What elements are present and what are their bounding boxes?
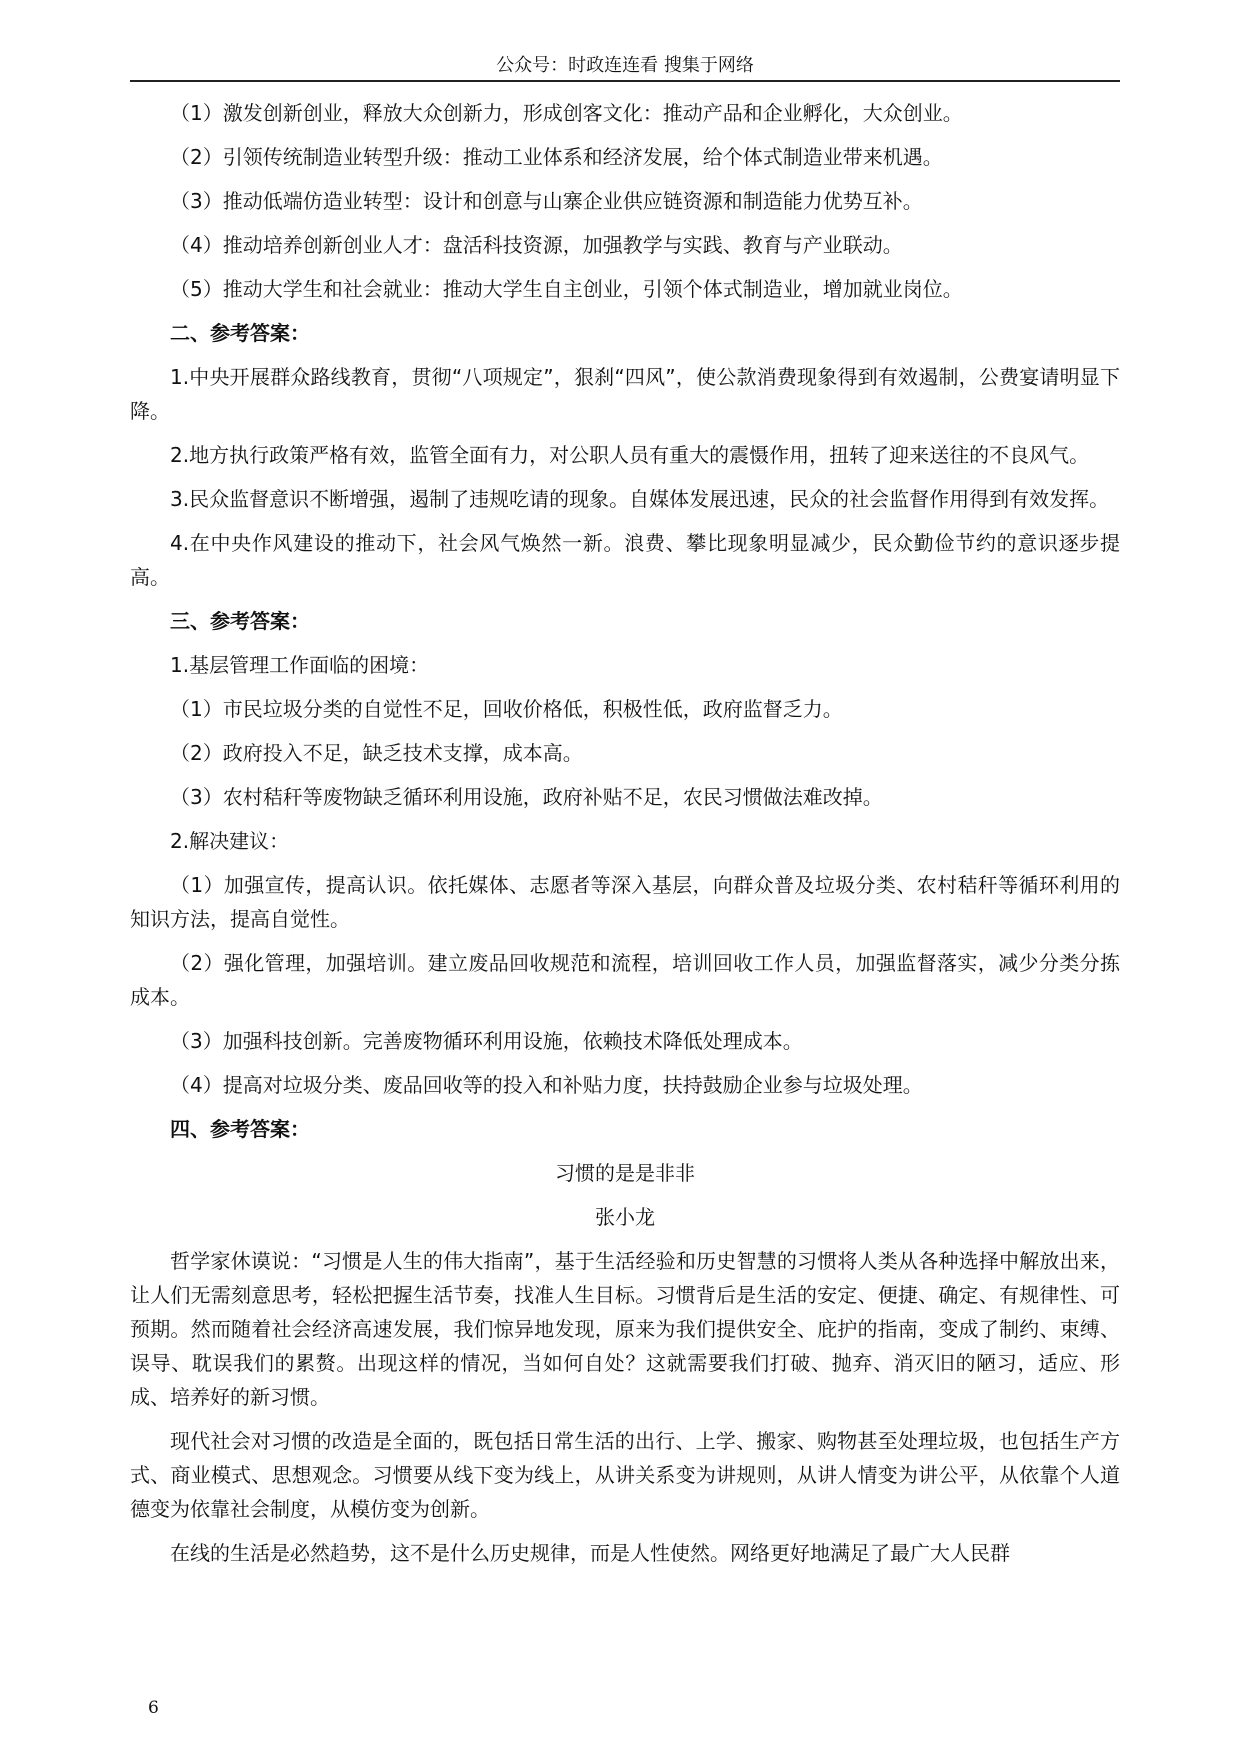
paragraph: （2）引领传统制造业转型升级：推动工业体系和经济发展，给个体式制造业带来机遇。	[170, 145, 943, 169]
paragraph: 4.在中央作风建设的推动下，社会风气焕然一新。浪费、攀比现象明显减少，民众勤俭节约的意识逐步提高。	[130, 531, 1120, 589]
paragraph: （2）强化管理，加强培训。建立废品回收规范和流程，培训回收工作人员，加强监督落实，减少分类分拣成本。	[130, 951, 1120, 1009]
paragraph: （3）加强科技创新。完善废物循环利用设施，依赖技术降低处理成本。	[170, 1029, 803, 1053]
paragraph: （3）推动低端仿造业转型：设计和创意与山寨企业供应链资源和制造能力优势互补。	[170, 189, 923, 213]
paragraph: 1.中央开展群众路线教育，贯彻“八项规定”，狠刹“四风”，使公款消费现象得到有效遏制，公费宴请明显下降。	[130, 365, 1120, 423]
paragraph: 在线的生活是必然趋势，这不是什么历史规律，而是人性使然。网络更好地满足了最广大人民群	[170, 1541, 1010, 1565]
paragraph: （1）市民垃圾分类的自觉性不足，回收价格低，积极性低，政府监督乏力。	[170, 697, 843, 721]
section-heading: 二、参考答案：	[170, 321, 310, 345]
essay-title-line: 张小龙	[595, 1205, 655, 1229]
paragraph: （3）农村秸秆等废物缺乏循环利用设施，政府补贴不足，农民习惯做法难改掉。	[170, 785, 883, 809]
section-heading: 四、参考答案：	[170, 1117, 310, 1141]
paragraph: （5）推动大学生和社会就业：推动大学生自主创业，引领个体式制造业，增加就业岗位。	[170, 277, 963, 301]
essay-title-line: 习惯的是是非非	[555, 1161, 695, 1185]
paragraph: （1）加强宣传，提高认识。依托媒体、志愿者等深入基层，向群众普及垃圾分类、农村秸秆等循环利用的知识方法，提高自觉性。	[130, 873, 1120, 931]
paragraph: 哲学家休谟说：“习惯是人生的伟大指南”，基于生活经验和历史智慧的习惯将人类从各种选择中解放出来，让人们无需刻意思考，轻松把握生活节奏，找准人生目标。习惯背后是生活的安定、便捷、确定、有规律性、可预期。然而随着社会经济高速发展，我们惊异地发现，原来为我们提供安全、庇护的指南，变成了制约、束缚、误导、耽误我们的累赘。出现这样的情况，当如何自处？这就需要我们打破、抛弃、消灭旧的陋习，适应、形成、培养好的新习惯。	[130, 1249, 1120, 1409]
paragraph: 2.地方执行政策严格有效，监管全面有力，对公职人员有重大的震慑作用，扭转了迎来送往的不良风气。	[170, 443, 1090, 467]
paragraph: （4）推动培养创新创业人才：盘活科技资源，加强教学与实践、教育与产业联动。	[170, 233, 903, 257]
page-number: 6	[148, 1698, 159, 1718]
page-header: 公众号：时政连连看 搜集于网络	[496, 55, 754, 76]
paragraph: （4）提高对垃圾分类、废品回收等的投入和补贴力度，扶持鼓励企业参与垃圾处理。	[170, 1073, 923, 1097]
section-heading: 三、参考答案：	[170, 609, 310, 633]
paragraph: （1）激发创新创业，释放大众创新力，形成创客文化：推动产品和企业孵化，大众创业。	[170, 101, 963, 125]
paragraph: 1.基层管理工作面临的困境：	[170, 653, 430, 677]
paragraph: 现代社会对习惯的改造是全面的，既包括日常生活的出行、上学、搬家、购物甚至处理垃圾，也包括生产方式、商业模式、思想观念。习惯要从线下变为线上，从讲关系变为讲规则，从讲人情变为讲公平，从依靠个人道德变为依靠社会制度，从模仿变为创新。	[130, 1429, 1120, 1521]
paragraph: （2）政府投入不足，缺乏技术支撑，成本高。	[170, 741, 583, 765]
document-body	[130, 96, 1120, 1580]
paragraph: 3.民众监督意识不断增强，遏制了违规吃请的现象。自媒体发展迅速，民众的社会监督作用得到有效发挥。	[170, 487, 1110, 511]
header-divider	[130, 80, 1120, 82]
paragraph: 2.解决建议：	[170, 829, 290, 853]
